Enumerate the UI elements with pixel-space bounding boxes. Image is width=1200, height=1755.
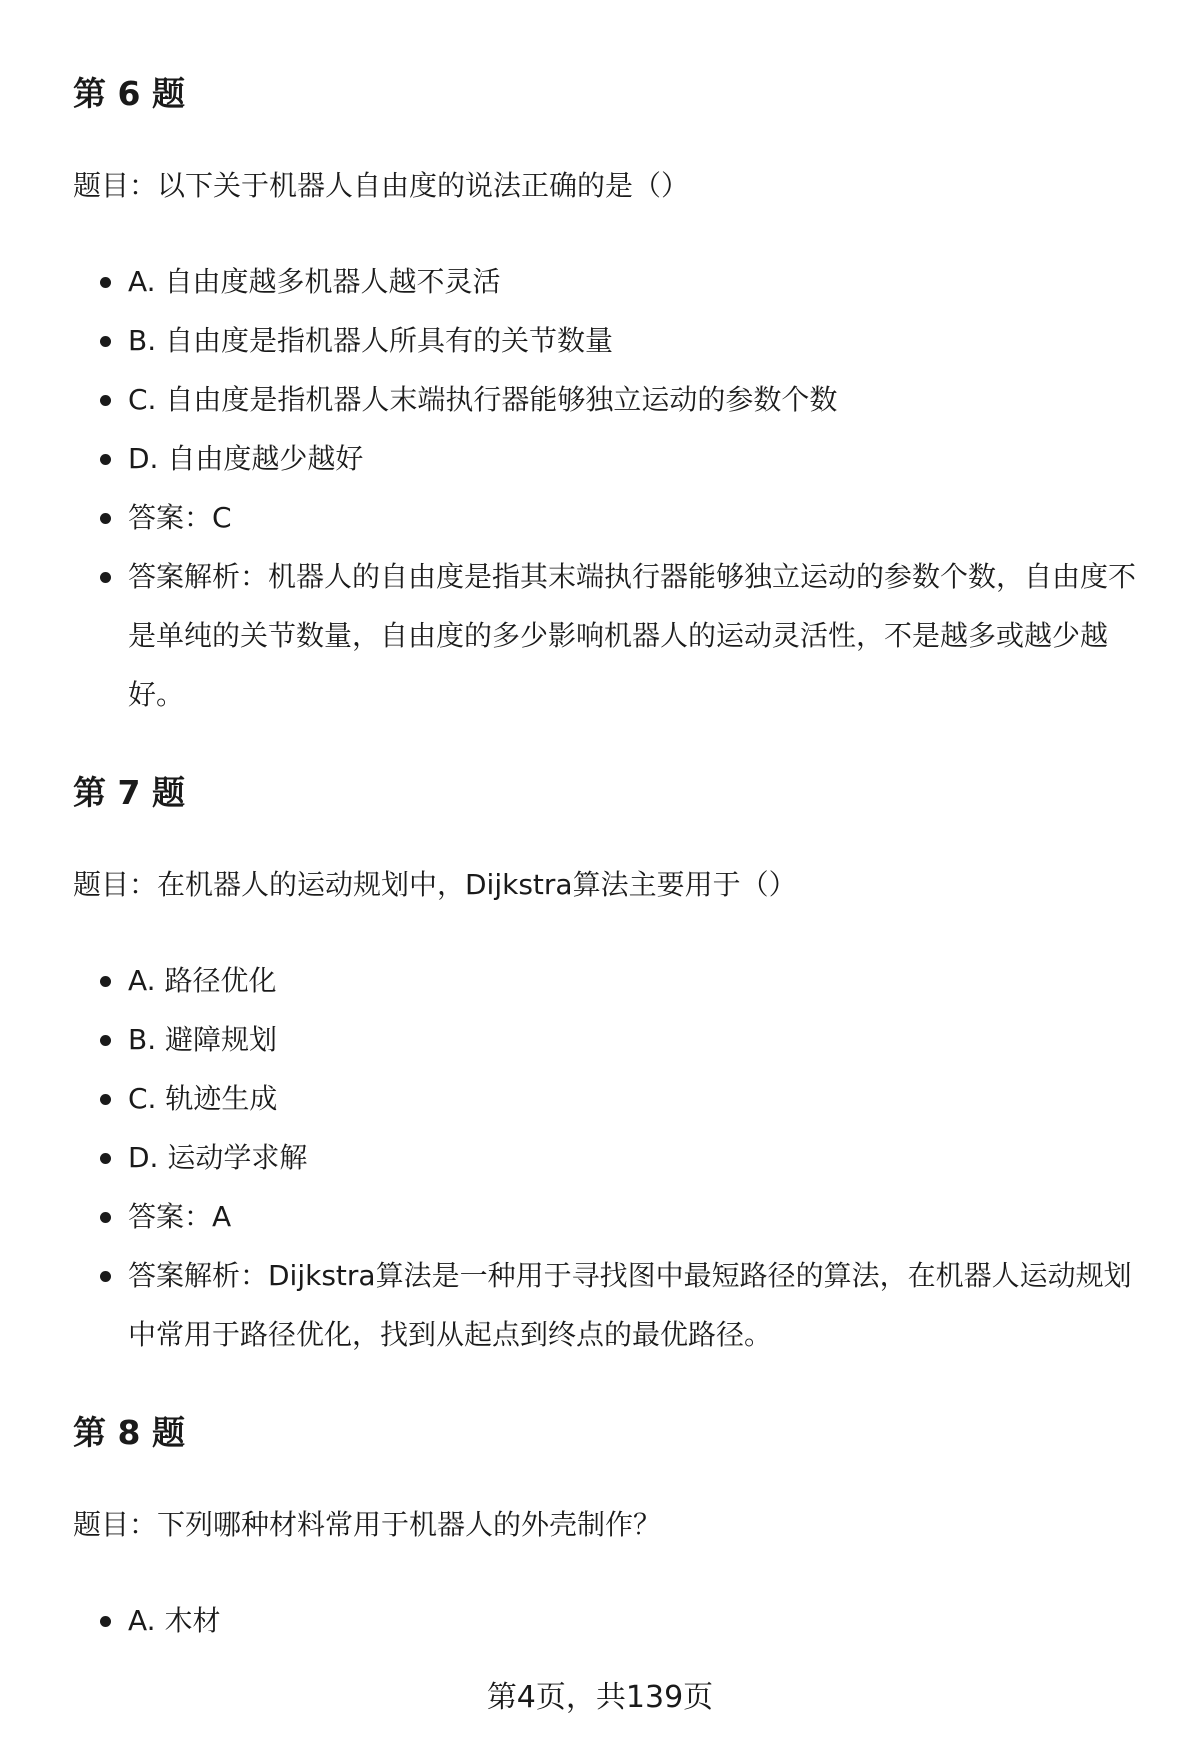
option-text: D. 自由度越少越好 <box>128 442 364 475</box>
bullet-icon <box>100 1153 111 1164</box>
bullet-icon <box>100 513 111 524</box>
option-list <box>73 252 1143 724</box>
option-b <box>73 311 1143 370</box>
option-c <box>73 370 1143 429</box>
question-text: 题目：在机器人的运动规划中，Dijkstra算法主要用于（） <box>73 868 797 901</box>
bullet-icon <box>100 1035 111 1046</box>
option-b <box>73 1010 1143 1069</box>
answer-explanation <box>73 547 1143 724</box>
bullet-icon <box>100 1616 111 1627</box>
question-title: 第 7 题 <box>73 773 185 812</box>
question-title: 第 6 题 <box>73 74 185 113</box>
option-d <box>73 1128 1143 1187</box>
spacer <box>73 724 1143 769</box>
bullet-icon <box>100 454 111 465</box>
bullet-icon <box>100 1212 111 1223</box>
question-title: 第 8 题 <box>73 1413 185 1452</box>
option-text: C. 轨迹生成 <box>128 1082 278 1115</box>
answer <box>73 488 1143 547</box>
bullet-icon <box>100 1271 111 1282</box>
option-a <box>73 1591 1143 1650</box>
answer-text: 答案：A <box>128 1200 232 1233</box>
bullet-icon <box>100 1094 111 1105</box>
bullet-icon <box>100 277 111 288</box>
spacer <box>73 1364 1143 1409</box>
option-text: B. 避障规划 <box>128 1023 278 1056</box>
option-text: A. 木材 <box>128 1604 221 1637</box>
option-d <box>73 429 1143 488</box>
answer <box>73 1187 1143 1246</box>
question-6 <box>73 70 1143 769</box>
option-text: A. 自由度越多机器人越不灵活 <box>128 265 501 298</box>
page-content <box>73 70 1143 1650</box>
bullet-icon <box>100 976 111 987</box>
page-footer: 第4页，共139页 <box>486 1680 714 1715</box>
explanation-text: 答案解析：机器人的自由度是指其末端执行器能够独立运动的参数个数，自由度不是单纯的关节数量，自由度的多少影响机器人的运动灵活性，不是越多或越少越好。 <box>128 560 1137 711</box>
question-text: 题目：以下关于机器人自由度的说法正确的是（） <box>73 169 690 202</box>
option-text: B. 自由度是指机器人所具有的关节数量 <box>128 324 614 357</box>
bullet-icon <box>100 336 111 347</box>
option-list <box>73 951 1143 1364</box>
question-7 <box>73 769 1143 1409</box>
option-list <box>73 1591 1143 1650</box>
answer-explanation <box>73 1246 1143 1364</box>
explanation-text: 答案解析：Dijkstra算法是一种用于寻找图中最短路径的算法，在机器人运动规划中常用于路径优化，找到从起点到终点的最优路径。 <box>128 1259 1132 1351</box>
question-text: 题目：下列哪种材料常用于机器人的外壳制作？ <box>73 1508 662 1541</box>
option-text: A. 路径优化 <box>128 964 277 997</box>
question-8 <box>73 1409 1143 1650</box>
option-a <box>73 252 1143 311</box>
option-text: C. 自由度是指机器人末端执行器能够独立运动的参数个数 <box>128 383 838 416</box>
bullet-icon <box>100 572 111 583</box>
option-c <box>73 1069 1143 1128</box>
answer-text: 答案：C <box>128 501 232 534</box>
option-a <box>73 951 1143 1010</box>
bullet-icon <box>100 395 111 406</box>
option-text: D. 运动学求解 <box>128 1141 308 1174</box>
